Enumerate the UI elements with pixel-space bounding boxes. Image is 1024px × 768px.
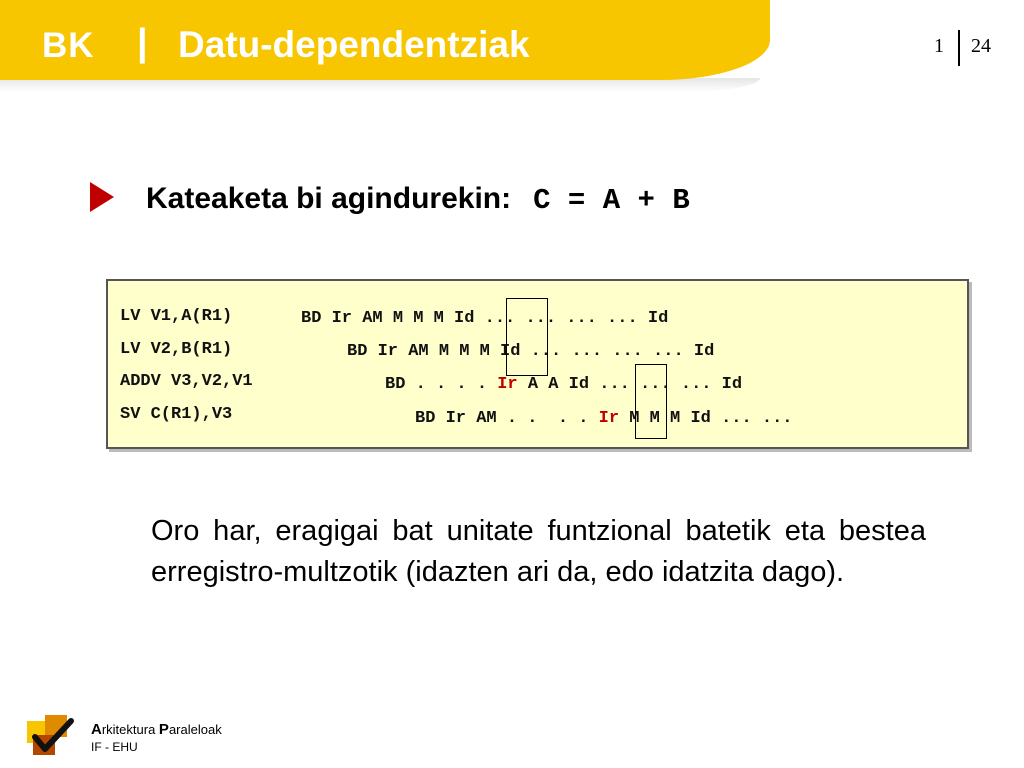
dependency-box-id: [506, 298, 548, 376]
pipeline-stage-segment: Id: [568, 375, 590, 394]
pipeline-stage-segment: Ir: [497, 375, 518, 394]
pipeline-stage-segment: BD Ir AM . . . .: [415, 409, 599, 428]
bullet-code: C = A + B: [533, 184, 690, 217]
instruction-2: LV V2,B(R1): [120, 340, 233, 359]
dependency-box-top: [506, 298, 546, 299]
bullet-heading: [146, 182, 690, 217]
instruction-1: LV V1,A(R1): [120, 307, 233, 326]
instruction-4: SV C(R1),V3: [120, 405, 233, 424]
instruction-3: ADDV V3,V2,V1: [120, 372, 253, 391]
page-current: 1: [934, 35, 944, 57]
pipeline-stage-segment: BD . . . .: [385, 375, 498, 394]
pipeline-stage-segment: BD Ir AM M M M: [301, 309, 455, 328]
dependency-box-ir: [635, 364, 667, 439]
page-title: Datu-dependentziak: [178, 24, 530, 65]
bullet-triangle-icon: [90, 182, 114, 212]
bullet-label: Kateaketa bi agindurekin:: [146, 182, 512, 215]
pipeline-row-4: [415, 409, 792, 428]
pipeline-stage-segment: ... ... ... Id: [589, 375, 743, 394]
pipeline-stage-segment: Ir: [598, 409, 620, 428]
pipeline-diagram: [106, 279, 969, 449]
footer-course-name: Arkitektura Paraleloak: [91, 721, 222, 738]
pipeline-stage-segment: ... ... ... ... Id: [520, 342, 715, 361]
pipeline-stage-segment: A A: [517, 375, 569, 394]
pipeline-stage-segment: BD Ir AM M M M: [347, 342, 501, 361]
pipeline-row-3: [385, 375, 742, 394]
header-logo-text: BK: [42, 26, 95, 65]
pipeline-stage-segment: Id: [454, 309, 475, 328]
pipeline-row-1: [301, 309, 668, 328]
page-total: 24: [971, 35, 991, 57]
pipeline-stage-segment: ... ... ... ... Id: [474, 309, 669, 328]
footer-institution: IF - EHU: [91, 740, 138, 754]
pipeline-stage-segment: Id: [500, 342, 521, 361]
header-shadow: [0, 78, 760, 92]
header-separator: |: [137, 22, 148, 64]
pipeline-stage-segment: M M M Id ... ...: [619, 409, 793, 428]
page-divider: [958, 30, 960, 66]
footer-logo-icon: [27, 715, 75, 755]
body-paragraph: Oro har, eragigai bat unitate funtzional batetik eta bestea erregistro-multzotik (idazten ari da, edo idatzita dago).: [151, 515, 926, 588]
